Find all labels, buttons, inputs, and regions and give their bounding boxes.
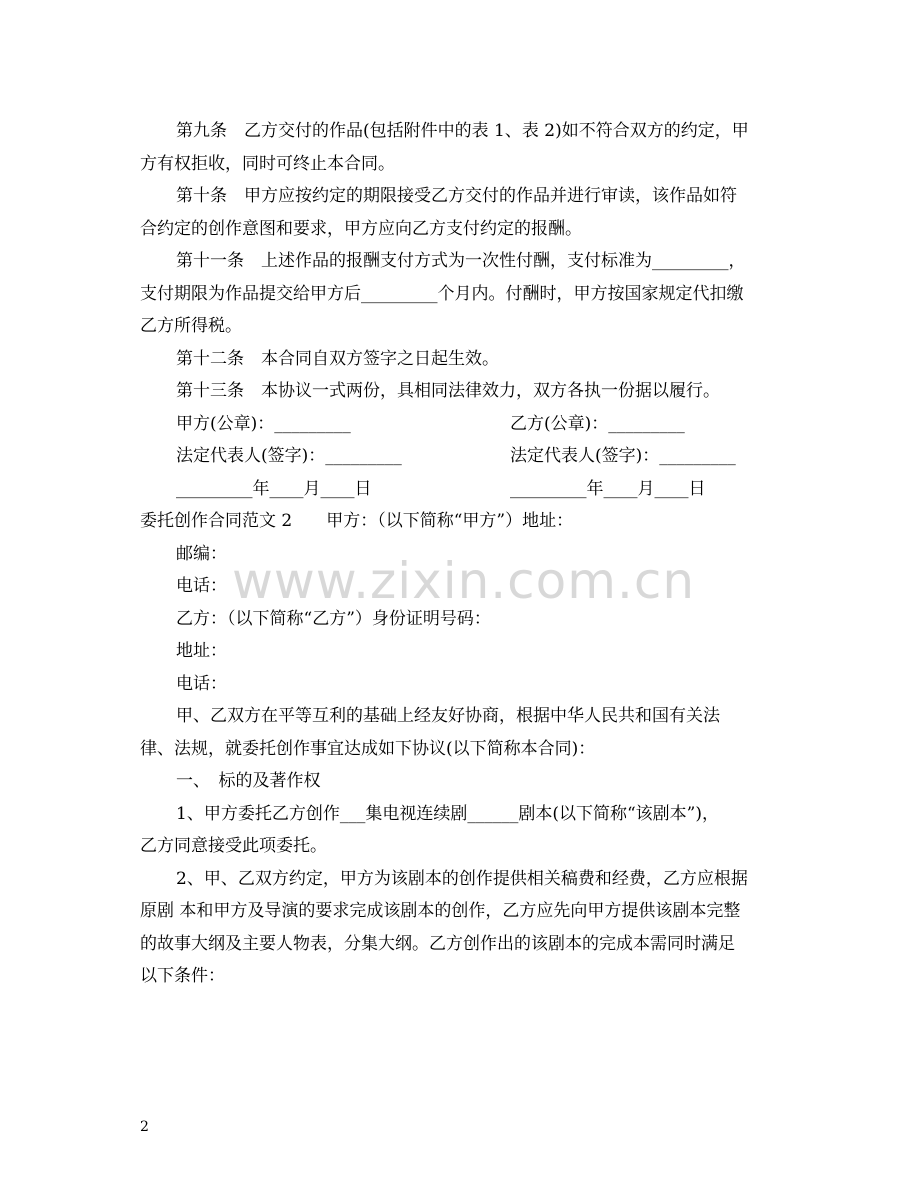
party-b-address: 地址：: [176, 641, 227, 661]
article-12: 第十二条 本合同自双方签字之日起生效。: [176, 348, 499, 369]
party-a-phone: 电话：: [176, 576, 227, 596]
article-9-line-2: 方有权拒收，同时可终止本合同。: [140, 153, 395, 174]
contract-2-heading: 委托创作合同范文 2 甲方：（以下简称“甲方”）地址：: [140, 511, 574, 531]
preamble-line-1: 甲、乙双方在平等互利的基础上经友好协商，根据中华人民共和国有关法: [176, 706, 720, 726]
clause-1-line-1: 1、甲方委托乙方创作___集电视连续剧______剧本(以下简称“该剧本”)，: [176, 803, 719, 824]
clause-2-line-2: 原剧 本和甲方及导演的要求完成该剧本的创作，乙方应先向甲方提供该剧本完整: [140, 901, 741, 921]
party-b-date: _________年____月____日: [510, 478, 706, 499]
party-a-representative: 法定代表人(签字)：_________: [176, 446, 402, 466]
party-a-seal: 甲方(公章)：_________: [176, 413, 351, 434]
clause-1-line-2: 乙方同意接受此项委托。: [140, 836, 327, 856]
signature-seal-row: [140, 408, 780, 441]
clause-2-line-3: 的故事大纲及主要人物表，分集大纲。乙方创作出的该剧本的完成本需同时满足: [140, 933, 735, 954]
party-a-date: _________年____月____日: [176, 478, 372, 499]
watermark: www.zixin.com.cn: [232, 552, 696, 610]
article-11-line-2: 支付期限为作品提交给甲方后_________个月内。付酬时，甲方按国家规定代扣缴: [140, 283, 744, 304]
article-9-line-1: 第九条 乙方交付的作品(包括附件中的表 1、表 2)如不符合双方的约定，甲: [176, 121, 749, 141]
clause-2-line-4: 以下条件：: [140, 966, 225, 986]
article-10-line-2: 合约定的创作意图和要求，甲方应向乙方支付约定的报酬。: [140, 218, 582, 239]
preamble-line-2: 律、法规，就委托创作事宜达成如下协议(以下简称本合同)：: [140, 738, 596, 759]
article-13: 第十三条 本协议一式两份，具相同法律效力，双方各执一份据以履行。: [176, 381, 720, 401]
page-number: 2: [140, 1119, 149, 1135]
party-b-id: 乙方：（以下简称“乙方”）身份证明号码：: [176, 608, 491, 629]
signature-rep-row: [140, 440, 780, 473]
signature-date-row: [140, 473, 780, 506]
section-1-heading: 一、 标的及著作权: [176, 771, 321, 791]
article-11-line-1: 第十一条 上述作品的报酬支付方式为一次性付酬，支付标准为_________，: [176, 251, 746, 271]
article-11-line-3: 乙方所得税。: [140, 316, 242, 336]
article-10-line-1: 第十条 甲方应按约定的期限接受乙方交付的作品并进行审读，该作品如符: [176, 186, 737, 206]
clause-2-line-1: 2、甲、乙双方约定，甲方为该剧本的创作提供相关稿费和经费，乙方应根据: [176, 868, 748, 889]
party-b-phone: 电话：: [176, 673, 227, 694]
party-b-seal: 乙方(公章)：_________: [510, 413, 685, 434]
party-b-representative: 法定代表人(签字)：_________: [510, 446, 736, 466]
document-body: [140, 115, 780, 993]
party-a-postcode: 邮编：: [176, 543, 227, 564]
